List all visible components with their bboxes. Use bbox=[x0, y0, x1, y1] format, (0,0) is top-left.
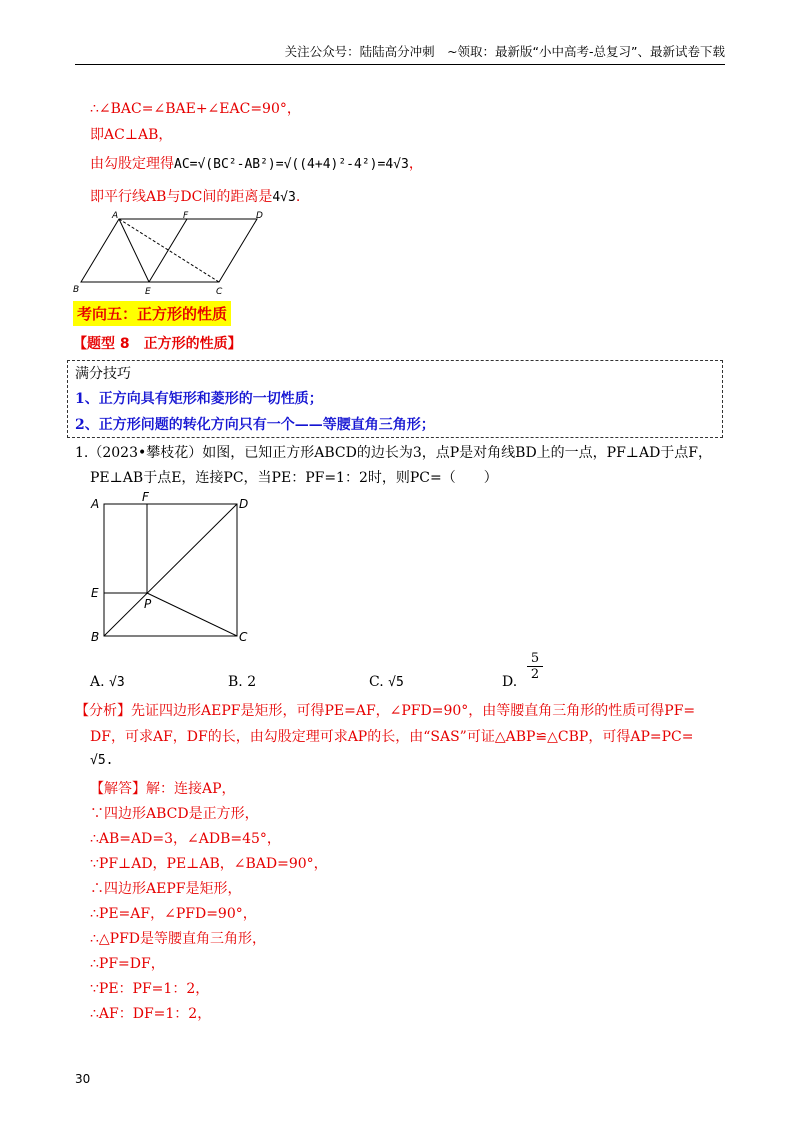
label-e: E bbox=[91, 586, 99, 600]
problem-line-2: PE⊥AB于点E，连接PC，当PE：PF=1：2时，则PC=（ ） bbox=[90, 470, 498, 486]
diagonal-bd bbox=[104, 504, 237, 636]
solution-line-1: ∴∠BAC=∠BAE+∠EAC=90°， bbox=[90, 101, 301, 117]
solution-line-3-prefix: 由勾股定理得 bbox=[90, 156, 174, 172]
fraction-numerator: 5 bbox=[530, 651, 540, 666]
label-d: D bbox=[239, 497, 249, 511]
solution-line-3-suffix: ， bbox=[408, 156, 423, 172]
section-title: 考向五：正方形的性质 bbox=[73, 301, 231, 326]
answer-line-5: ∴四边形AEPF是矩形， bbox=[90, 881, 242, 897]
label-p: P bbox=[144, 597, 152, 611]
pythagoras-formula: AC=√(BC²-AB²)=√((4+4)²-4²)=4√3 bbox=[174, 157, 409, 172]
solution-line-2: 即AC⊥AB， bbox=[90, 127, 173, 143]
parallelogram-outline bbox=[81, 219, 257, 282]
parallelogram-figure bbox=[70, 208, 270, 298]
label-b: B bbox=[91, 630, 100, 644]
answer-line-1: 【解答】解：连接AP， bbox=[90, 781, 236, 797]
label-e: E bbox=[145, 287, 151, 297]
option-d-label[interactable]: D. bbox=[502, 674, 518, 690]
label-a: A bbox=[112, 211, 119, 221]
square-figure bbox=[85, 490, 260, 650]
option-c-value: √5 bbox=[388, 675, 404, 690]
option-c-label: C. bbox=[369, 674, 384, 690]
label-c: C bbox=[239, 630, 248, 644]
answer-line-3: ∴AB=AD=3，∠ADB=45°， bbox=[90, 831, 281, 847]
answer-line-9: ∵PE：PF=1：2， bbox=[90, 981, 210, 997]
tips-heading: 满分技巧 bbox=[75, 366, 131, 382]
segment-fe bbox=[149, 219, 187, 282]
answer-line-6: ∴PE=AF，∠PFD=90°， bbox=[90, 906, 257, 922]
option-b-value: 2 bbox=[247, 674, 257, 690]
solution-line-3 bbox=[90, 153, 423, 173]
solution-line-4 bbox=[90, 186, 300, 206]
analysis-line-2: DF，可求AF，DF的长，由勾股定理可求AP的长，由“SAS”可证△ABP≌△CBP，可得AP=PC= bbox=[90, 729, 694, 745]
tip-item-2: 2、正方形问题的转化方向只有一个——等腰直角三角形； bbox=[75, 417, 435, 433]
label-c: C bbox=[216, 287, 223, 297]
tip-item-1: 1、正方向具有矩形和菱形的一切性质； bbox=[75, 391, 323, 407]
solution-line-4-suffix: . bbox=[295, 189, 301, 205]
analysis-line-3 bbox=[90, 752, 113, 768]
label-d: D bbox=[256, 211, 263, 221]
analysis-line-1: 【分析】先证四边形AEPF是矩形，可得PE=AF，∠PFD=90°，由等腰直角三角形的性质可得PF= bbox=[75, 703, 696, 719]
answer-line-2: ∵四边形ABCD是正方形， bbox=[90, 806, 259, 822]
segment-pc bbox=[147, 593, 237, 636]
option-a-label: A. bbox=[90, 674, 105, 690]
option-c[interactable] bbox=[369, 674, 404, 690]
type-title: 【题型 8 正方形的性质】 bbox=[73, 336, 242, 352]
answer-line-4: ∵PF⊥AD，PE⊥AB，∠BAD=90°， bbox=[90, 856, 328, 872]
problem-line-1: 1.（2023•攀枝花）如图，已知正方形ABCD的边长为3，点P是对角线BD上的一点，PF⊥AD于点F， bbox=[75, 445, 713, 461]
label-f: F bbox=[183, 211, 189, 221]
header-rule bbox=[75, 64, 725, 65]
answer-line-7: ∴△PFD是等腰直角三角形， bbox=[90, 931, 267, 947]
analysis-answer-value: √5. bbox=[90, 753, 114, 768]
option-a[interactable] bbox=[90, 674, 125, 690]
answer-line-10: ∴AF：DF=1：2， bbox=[90, 1006, 212, 1022]
fraction-denominator: 2 bbox=[527, 666, 543, 682]
option-a-value: √3 bbox=[109, 675, 125, 690]
option-d-fraction bbox=[527, 651, 543, 682]
answer-line-8: ∴PF=DF， bbox=[90, 956, 165, 972]
label-b: B bbox=[73, 285, 80, 295]
solution-line-4-prefix: 即平行线AB与DC间的距离是 bbox=[90, 189, 273, 205]
option-b[interactable] bbox=[228, 674, 256, 690]
option-b-label: B. bbox=[228, 674, 243, 690]
label-a: A bbox=[91, 497, 100, 511]
page-header: 关注公众号：陆陆高分冲刺 ~领取：最新版“小中高考-总复习”、最新试卷下载 bbox=[284, 44, 725, 59]
label-f: F bbox=[142, 490, 149, 504]
page-number: 30 bbox=[75, 1072, 91, 1086]
distance-value: 4√3 bbox=[272, 190, 296, 205]
